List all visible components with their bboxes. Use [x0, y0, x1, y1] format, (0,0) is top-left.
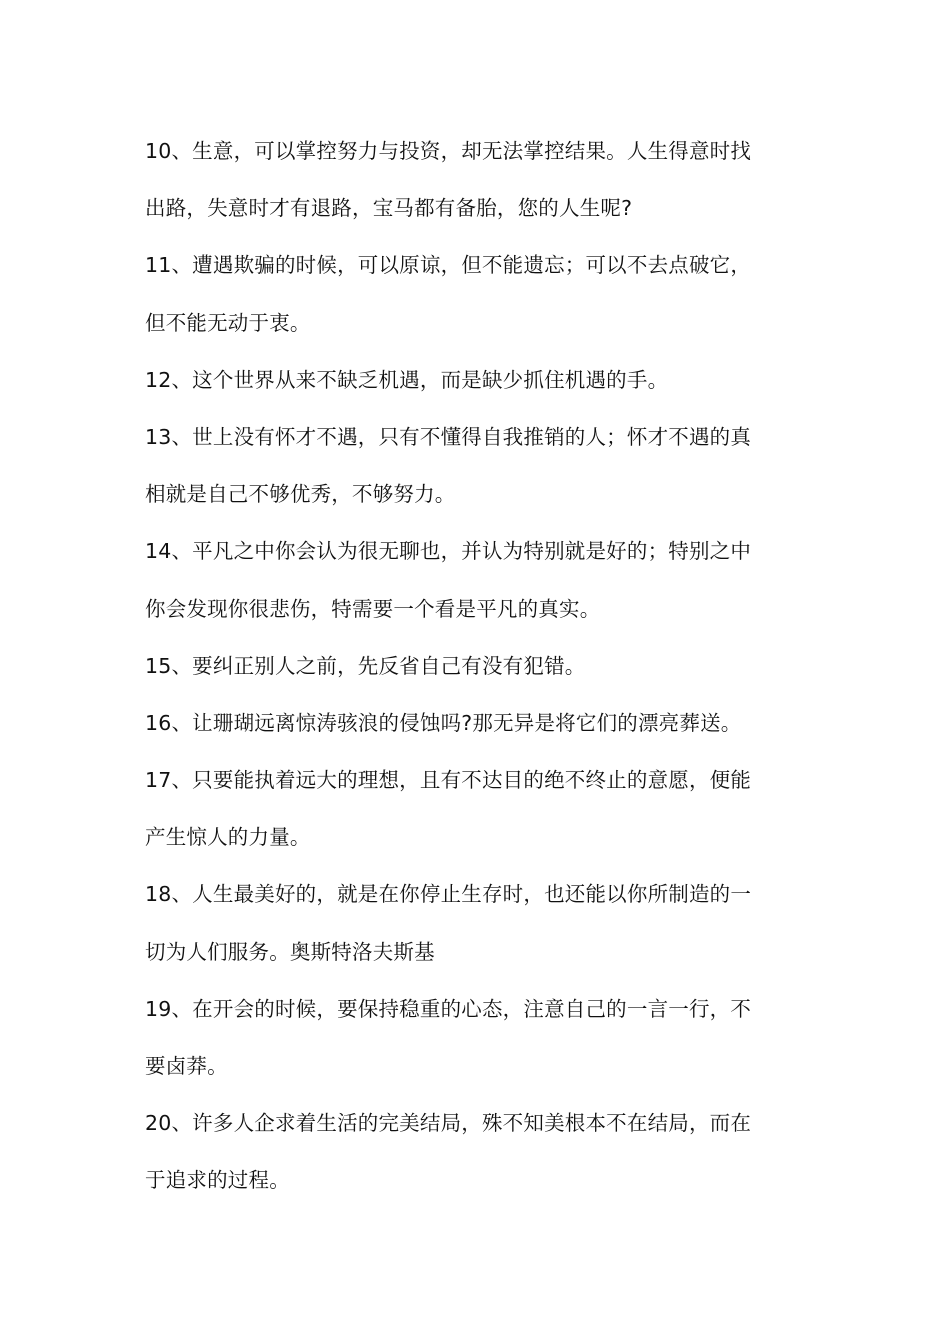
quote-entry-14 [145, 528, 810, 642]
quote-entry-12 [145, 357, 810, 414]
entry-line: 16、让珊瑚远离惊涛骇浪的侵蚀吗?那无异是将它们的漂亮葬送。 [145, 710, 742, 735]
quote-entry-15 [145, 643, 810, 700]
entry-line: 相就是自己不够优秀，不够努力。 [145, 482, 456, 507]
entry-line: 出路，失意时才有退路，宝马都有备胎，您的人生呢? [145, 196, 633, 221]
entry-line: 你会发现你很悲伤，特需要一个看是平凡的真实。 [145, 596, 601, 621]
quote-entry-11 [145, 242, 810, 356]
entry-line: 15、要纠正别人之前，先反省自己有没有犯错。 [145, 653, 586, 678]
entry-line: 19、在开会的时候，要保持稳重的心态，注意自己的一言一行，不 [145, 996, 752, 1021]
entry-line: 17、只要能执着远大的理想，且有不达目的绝不终止的意愿，便能 [145, 768, 752, 793]
entry-line: 于追求的过程。 [145, 1168, 290, 1193]
entry-line: 产生惊人的力量。 [145, 825, 311, 850]
quote-entry-16 [145, 700, 810, 757]
entry-line: 但不能无动于衷。 [145, 310, 311, 335]
entry-line: 14、平凡之中你会认为很无聊也，并认为特别就是好的；特别之中 [145, 539, 752, 564]
quote-entry-19 [145, 986, 810, 1100]
quote-entry-10 [145, 128, 810, 242]
entry-line: 11、遭遇欺骗的时候，可以原谅，但不能遗忘；可以不去点破它， [145, 253, 752, 278]
quote-entry-17 [145, 757, 810, 871]
entry-line: 切为人们服务。奥斯特洛夫斯基 [145, 939, 435, 964]
quote-entry-18 [145, 871, 810, 985]
entry-line: 要卤莽。 [145, 1054, 228, 1078]
entry-line: 13、世上没有怀才不遇，只有不懂得自我推销的人；怀才不遇的真 [145, 424, 752, 449]
entry-line: 20、许多人企求着生活的完美结局，殊不知美根本不在结局，而在 [145, 1111, 752, 1136]
entry-line: 10、生意，可以掌控努力与投资，却无法掌控结果。人生得意时找 [145, 139, 752, 163]
quote-entry-13 [145, 414, 810, 528]
entry-line: 18、人生最美好的，就是在你停止生存时，也还能以你所制造的一 [145, 882, 752, 907]
document-body [145, 128, 810, 1215]
quote-entry-20 [145, 1100, 810, 1214]
entry-line: 12、这个世界从来不缺乏机遇，而是缺少抓住机遇的手。 [145, 367, 669, 392]
